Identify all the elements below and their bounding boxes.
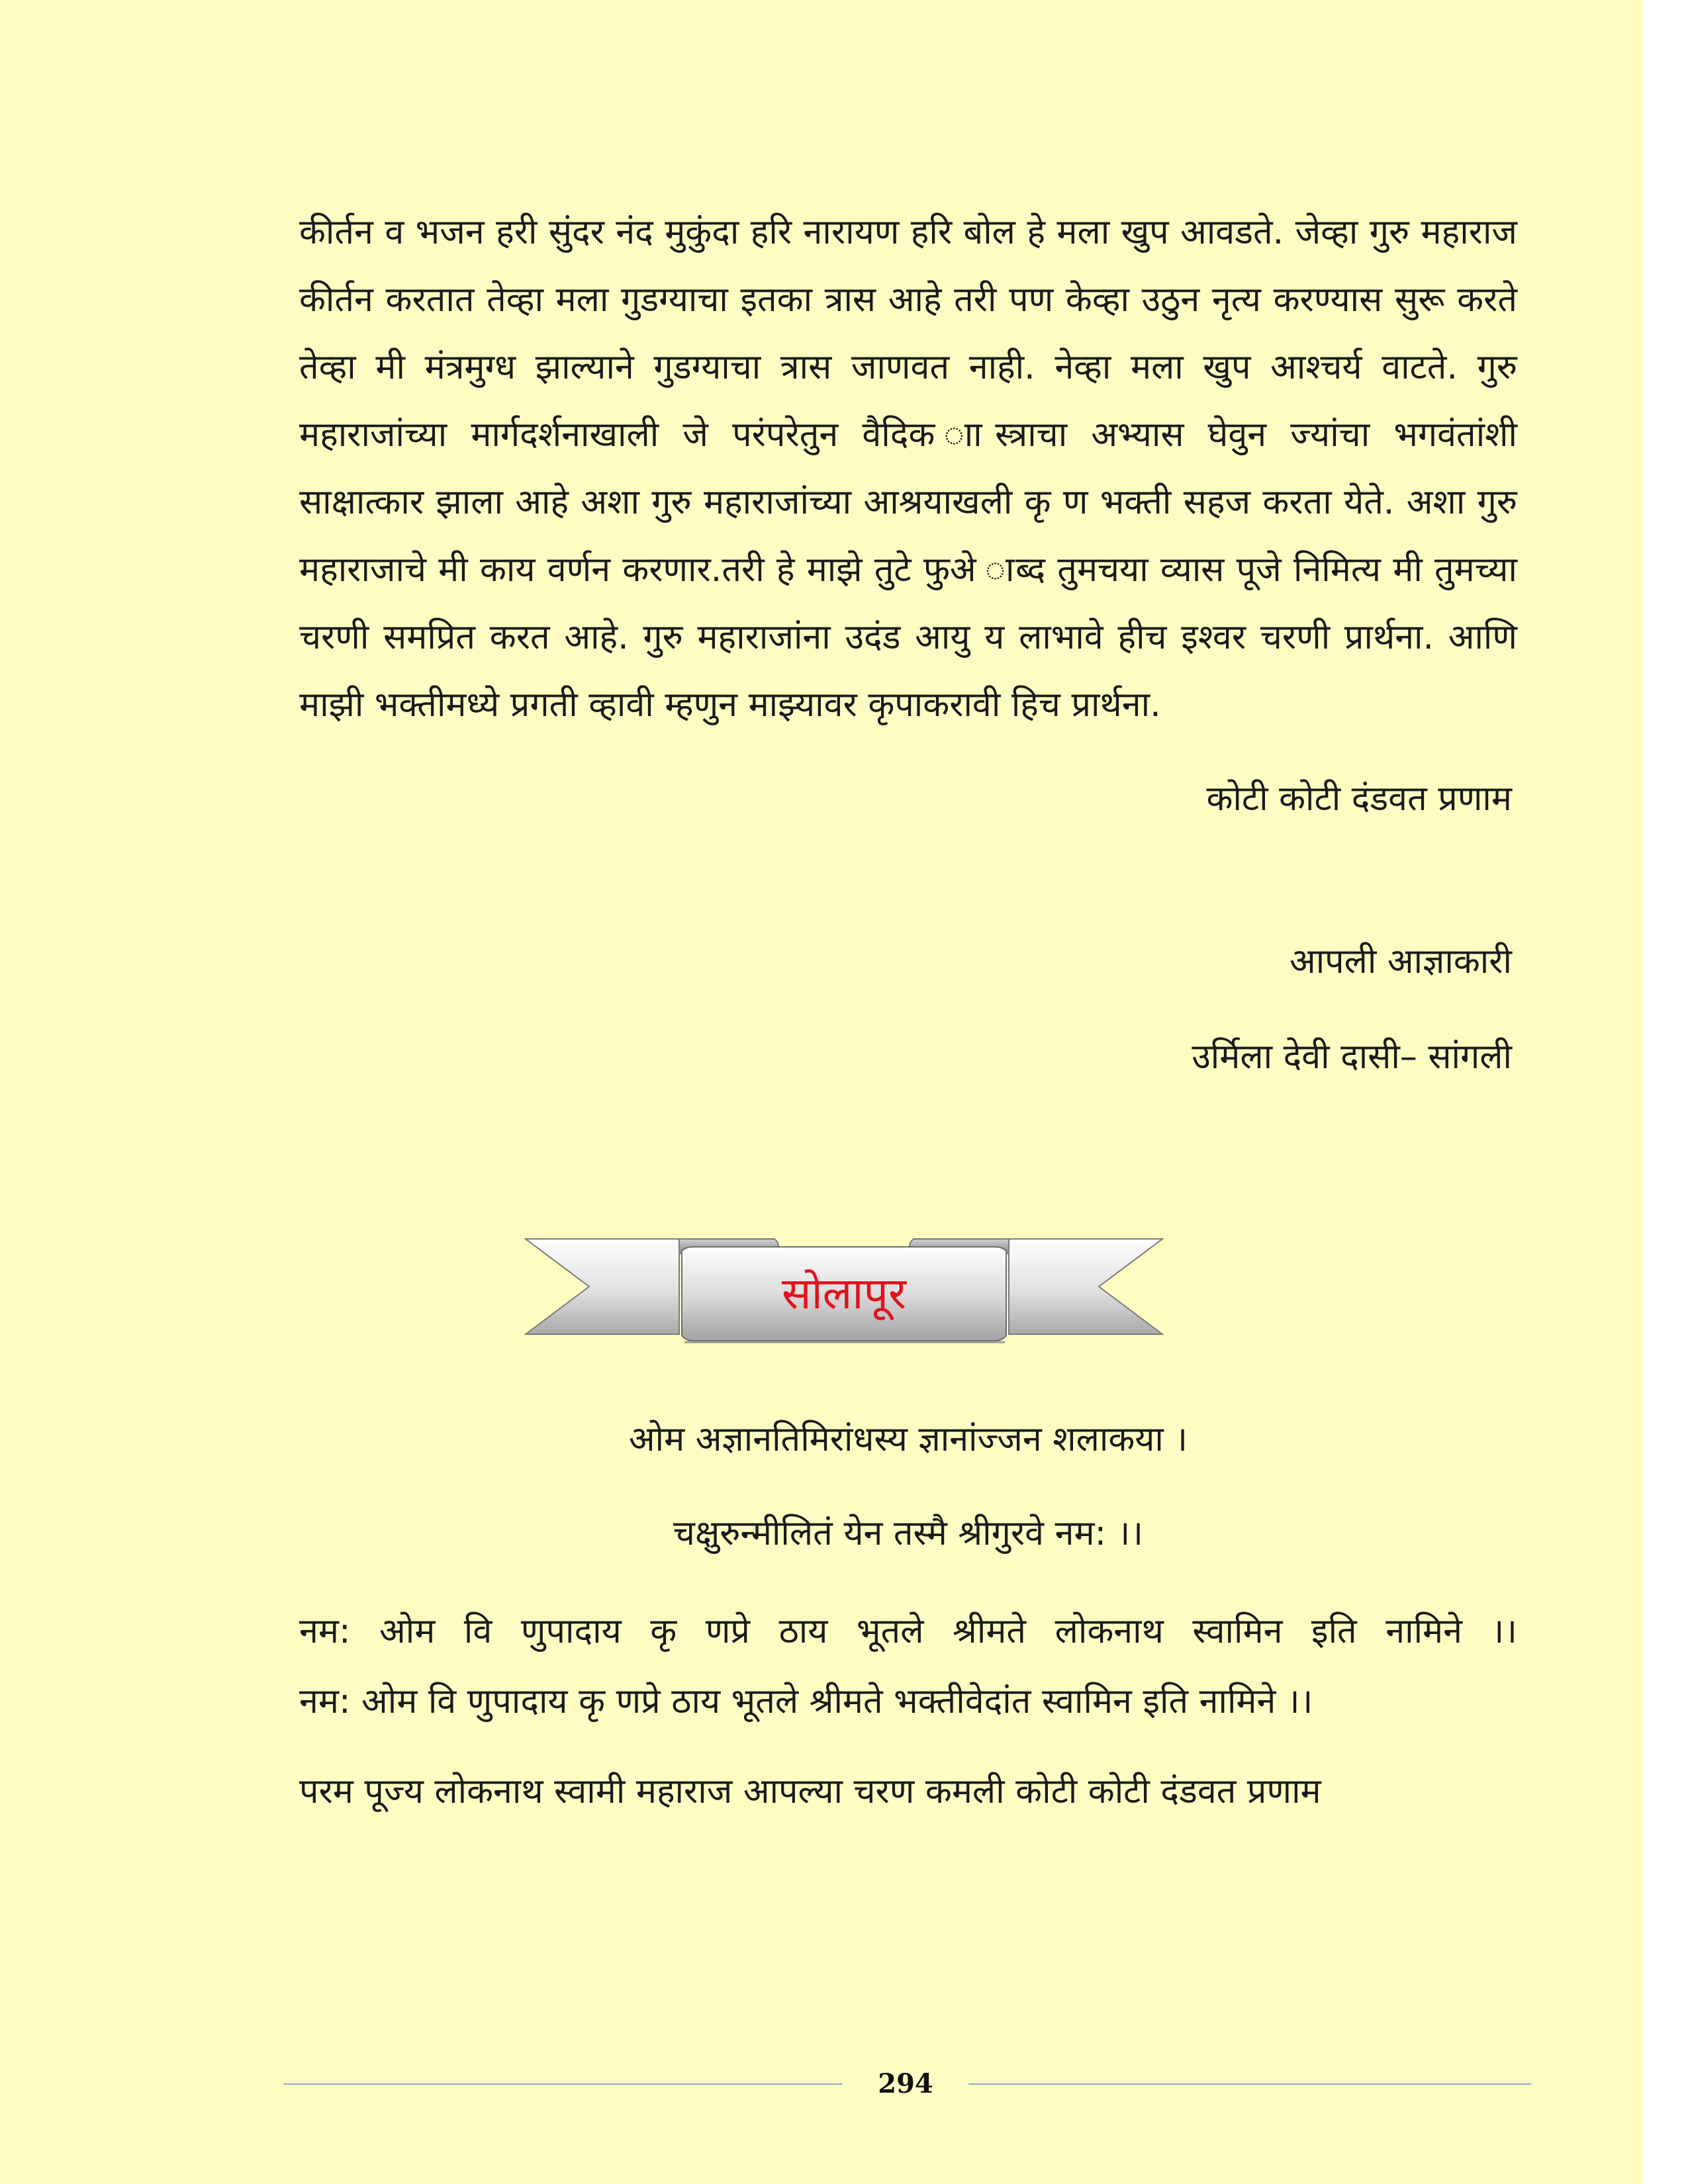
final-pranam-line: परम पूज्य लोकनाथ स्वामी महाराज आपल्या चरण कमली कोटी कोटी दंडवत प्रणाम xyxy=(299,1772,1321,1811)
pranati-line-1: नम: ओम वि णुपादाय कृ णप्रे ठाय भूतले श्रीमते लोकनाथ स्वामिन इति नामिने ।। xyxy=(299,1612,1517,1651)
shloka-line-1: ओम अज्ञानतिमिरांधस्य ज्ञानांज्जन शलाकया । xyxy=(628,1420,1188,1459)
shloka-line-2: चक्षुरुन्मीलितं येन तस्मै श्रीगुरवे नम: ।। xyxy=(673,1514,1144,1553)
closing-pranam: कोटी कोटी दंडवत प्रणाम xyxy=(1206,779,1512,819)
page-number: 294 xyxy=(878,2068,933,2099)
pranati-line-2: नम: ओम वि णुपादाय कृ णप्रे ठाय भूतले श्रीमते भक्तीवेदांत स्वामिन इति नामिने ।। xyxy=(299,1682,1313,1721)
banner-label: सोलापूर xyxy=(781,1268,907,1319)
closing-signoff: आपली आज्ञाकारी xyxy=(1289,942,1512,981)
closing-name: उर्मिला देवी दासी– सांगली xyxy=(1192,1037,1512,1077)
footer-rule-right xyxy=(968,2083,1531,2085)
section-banner xyxy=(523,1231,1165,1350)
body-paragraph: कीर्तन व भजन हरी सुंदर नंद मुकुंदा हरि नारायण हरि बोल हे मला खुप आवडते. जेव्हा गुरु महाराज कीर्तन करतात तेव्हा मला गुडग्याचा इतका त्रास आहे तरी पण केव्हा उठुन नृत्य करण्यास सुरू करते तेव्हा मी मंत्रमुग्ध झाल्याने गुडग्याचा त्रास जाणवत नाही. नेव्हा मला खुप आश्चर्य वाटते. गुरु महाराजांच्या मार्गदर्शनाखाली जे परंपरेतुन वैदिक ाास्त्राचा अभ्यास घेवुन ज्यांचा भगवंतांशी साक्षात्कार झाला आहे अशा गुरु महाराजांच्या आश्रयाखली कृ ण भक्ती सहज करता येते. अशा गुरु महाराजाचे मी काय वर्णन करणार.तरी हे माझे तुटे फुअे ाब्द तुमचया व्यास पूजे निमित्य मी तुमच्या चरणी समप्रित करत आहे. गुरु महाराजांना उदंड आयु य लाभावे हीच इश्वर चरणी प्रार्थना. आणि माझी भक्तीमध्ये प्रगती व्हावी म्हणुन माझ्यावर कृपाकरावी हिच प्रार्थना. xyxy=(299,212,1517,725)
footer-rule-left xyxy=(283,2083,843,2085)
